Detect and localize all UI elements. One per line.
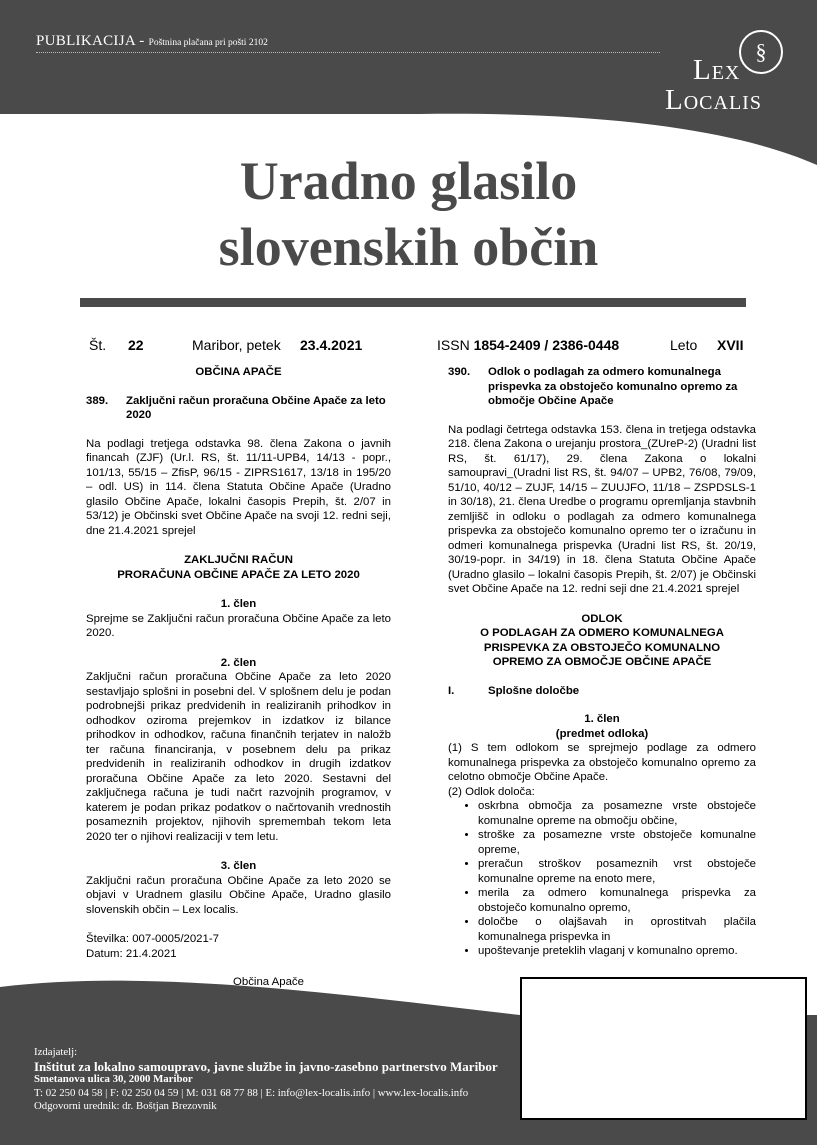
issue-number-label: Št.	[89, 337, 107, 353]
footer-publisher-info	[34, 1046, 498, 1114]
issue-number: 22	[128, 337, 144, 353]
stamp-box	[520, 977, 807, 1120]
article-2-text: Zaključni račun proračuna Občine Apače za leto 2020 sestavljajo splošni in posebni del. V splošnem delu je podan podrobnejši prikaz predvidenih in realiziranih prihodkov in odhodkov oziroma prejemkov in izdatkov iz bilance prihodkov in odhodkov, računa finančnih terjatev in naložb ter računa financiranja, v posebnem delu pa prikaz predvidenih in realiziranih odhodkov in drugih izdatkov proračuna Občine Apače za leto 2020. Sestavni del zaključnega računa je tudi načrt razvojnih programov, v katerem je podan prikaz podatkov o načrtovanih vrednostih posameznih projektov, njihovih spremembah tekom leta 2020 ter o njihovi realizaciji v tem letu.	[86, 671, 391, 843]
municipality-heading: OBČINA APAČE	[195, 366, 282, 378]
volume-value: XVII	[717, 337, 744, 353]
act-number: 389.	[86, 394, 109, 407]
left-column	[86, 365, 391, 1004]
doc-title-1: ZAKLJUČNI RAČUN	[184, 554, 293, 566]
act-number: 390.	[448, 366, 471, 378]
doc-title-4: OPREMO ZA OBMOČJE OBČINE APAČE	[492, 656, 712, 668]
article-1-subtitle: (predmet odloka)	[555, 727, 649, 740]
article-3-title: 3. člen	[220, 860, 257, 872]
title-line-1: Uradno glasilo	[239, 151, 578, 211]
logo-word-lex: Lex	[693, 54, 741, 86]
gazette-title	[0, 148, 817, 280]
list-item: • oskrbna območja za posamezne vrste obstoječe komunalne opreme na območju občine,	[478, 799, 756, 828]
doc-title-2: PRORAČUNA OBČINE APAČE ZA LETO 2020	[117, 568, 360, 581]
doc-title-2: O PODLAGAH ZA ODMERO KOMUNALNEGA	[480, 627, 724, 639]
doc-title-1: ODLOK	[581, 612, 623, 625]
paragraph-1: (1) S tem odlokom se sprejmejo podlage za odmero komunalnega prispevka za obstoječo komunalno opremo za celotno območje Občine Apače.	[448, 742, 756, 783]
volume-label: Leto	[670, 337, 698, 353]
header-publication	[36, 33, 268, 50]
lex-localis-logo	[660, 30, 800, 120]
preamble: Na podlagi četrtega odstavka 153. člena in tretjega odstavka 218. člena Zakona o urejanju prostora_(ZUreP-2) (Uradni list RS, št. 61/17), 29. člena Zakona o lokalni samoupravi_(Uradni list RS, št. 94/07 – UPB2, 76/08, 79/09, 51/10, 40/12 – ZUJF, 14/15 – ZUUJFO, 11/18 – ZSPDSLS-1 in 30/18), 21. člena Uredbe o programu opremljanja stavbnih zemljišč in odloku o podlagah za odmero komunalnega prispevka za obstoječo komunalno opremo ter o izračunu in odmeri komunalnega prispevka (Uradni list RS, št. 20/19, 30/19-popr. in 34/19) in 18. člena Statuta Občine Apače (Uradno glasilo – lokalni časopis Prepih, št. 2/07) je Občinski svet Občine Apače na 12. redni seji dne 21.4.2021 sprejel	[448, 423, 756, 595]
preamble: Na podlagi tretjega odstavka 98. člena Zakona o javnih financah (ZJF) (Ur.l. RS, št. 11/11-UPB4, 14/13 - popr., 101/13, 55/15 – ZfisP, 96/15 - ZIPRS1617, 13/18 in 195/20 – odl. US) in 114. člena Statuta Občine Apače (Uradno glasilo Občine Apače, lokalni časopis Prepih, št. 2/07 in 53/12) je Občinski svet Občine Apače na svoji 12. redni seji, dne 21.4.2021 sprejel	[86, 437, 391, 537]
act-title: Odlok o podlagah za odmero komunalnega prispevka za obstoječo komunalno opremo za območje Občine Apače	[488, 366, 738, 407]
postage-note: Poštnina plačana pri pošti 2102	[148, 38, 268, 48]
list-item: • upoštevanje preteklih vlaganj v komunalno opremo.	[478, 944, 756, 959]
act-389-heading	[86, 394, 391, 423]
section-title: Splošne določbe	[488, 684, 580, 697]
provisions-list	[448, 799, 756, 959]
publisher-label: Izdajatelj:	[34, 1046, 78, 1058]
paragraph-2: (2) Odlok določa:	[448, 785, 535, 798]
list-item: • določbe o olajšavah in oprostitvah plačila komunalnega prispevka in	[478, 915, 756, 944]
document-number: Številka: 007-0005/2021-7	[86, 933, 219, 945]
right-column	[448, 365, 756, 959]
article-1-title: 1. člen	[220, 598, 257, 610]
responsible-editor: Odgovorni urednik: dr. Boštjan Brezovnik	[34, 1100, 217, 1113]
section-number: I.	[448, 684, 455, 697]
title-line-2: slovenskih občin	[218, 217, 599, 277]
paragraph-sign-icon: §	[739, 30, 783, 74]
signature-municipality: Občina Apače	[233, 976, 304, 988]
section-heading	[448, 684, 756, 699]
article-1-text: Sprejme se Zaključni račun proračuna Občine Apače za leto 2020.	[86, 612, 391, 639]
publisher-contacts: T: 02 250 04 58 | F: 02 250 04 59 | M: 031 68 77 88 | E: info@lex-localis.info | www.lex-localis.info	[34, 1086, 469, 1099]
list-item: • stroške za posamezne vrste obstoječe komunalne opreme,	[478, 828, 756, 857]
list-item: • merila za odmero komunalnega prispevka za obstoječo komunalno opremo,	[478, 886, 756, 915]
article-3-text: Zaključni račun proračuna Občine Apače za leto 2020 se objavi v Uradnem glasilu Občine Apače, Uradno glasilo slovenskih občin – Lex localis.	[86, 874, 391, 916]
issn: ISSN 1854-2409 / 2386-0448	[437, 337, 620, 353]
title-rule	[80, 298, 746, 307]
publication-label: PUBLIKACIJA -	[36, 33, 145, 49]
logo-word-localis: Localis	[665, 84, 762, 116]
doc-title-3: PRISPEVKA ZA OBSTOJEČO KOMUNALNO	[483, 641, 721, 654]
issue-date: 23.4.2021	[300, 337, 363, 353]
article-2-title: 2. člen	[220, 656, 257, 669]
article-1-title: 1. člen	[584, 713, 620, 725]
publisher-address: Smetanova ulica 30, 2000 Maribor	[34, 1073, 193, 1086]
act-title: Zaključni račun proračuna Občine Apače za leto 2020	[126, 394, 386, 421]
list-item: • preračun stroškov posameznih vrst obstoječe komunalne opreme na enoto mere,	[478, 857, 756, 886]
act-390-heading	[448, 365, 756, 409]
publisher-name: Inštitut za lokalno samoupravo, javne službe in javno-zasebno partnerstvo Maribor	[34, 1058, 498, 1074]
issue-place: Maribor, petek	[192, 337, 281, 353]
document-date: Datum: 21.4.2021	[86, 947, 177, 960]
header-dotted-divider	[36, 52, 660, 53]
